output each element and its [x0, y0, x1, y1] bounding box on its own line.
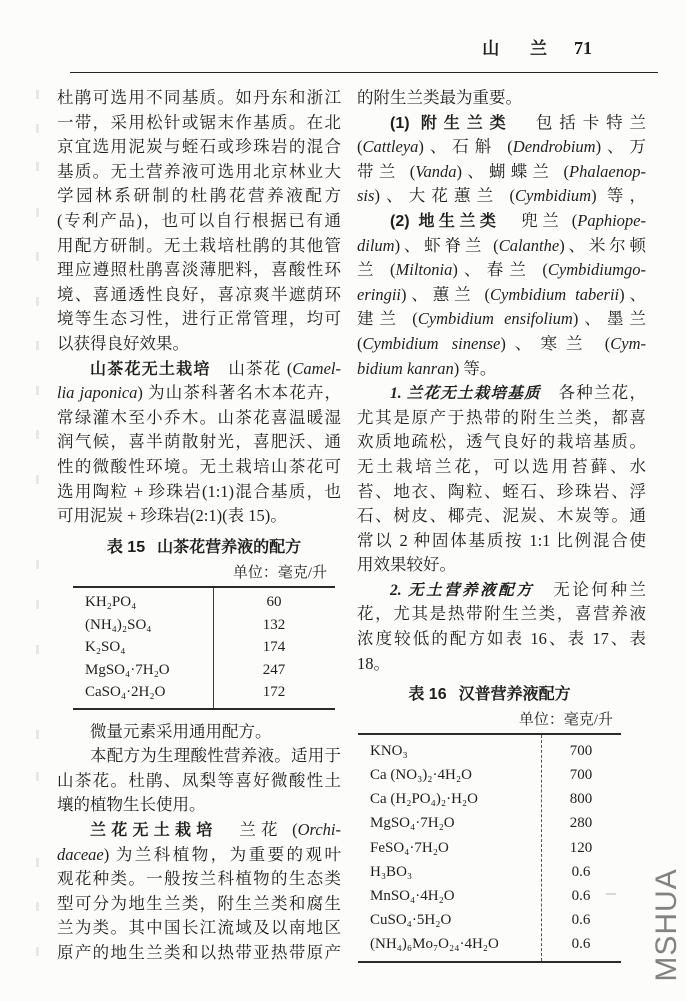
text-line: 以获得良好效果。 [57, 333, 189, 353]
substance-cell: KNO₃ [370, 742, 408, 759]
left-column [57, 86, 341, 966]
text-line: (Cymbidium sinense)、寒兰 (Cym- [357, 333, 646, 353]
table-row [358, 909, 621, 933]
value-cell: 120 [569, 839, 593, 856]
text-line: 型可分为地生兰类，附生兰类和腐生 [57, 893, 341, 913]
text-line: 原产的地生兰类和以热带亚热带原产 [57, 942, 341, 962]
section-title: 山 兰 [482, 39, 560, 58]
scan-artifact [36, 297, 39, 306]
text-line: 理应遵照杜鹃喜淡薄肥料，喜酸性环 [57, 260, 341, 280]
value-cell: 132 [262, 616, 286, 633]
text-line: 山茶花。杜鹃、凤梨等喜好微酸性土 [57, 770, 341, 790]
substance-cell: H₃BO₃ [370, 863, 413, 880]
value-cell: 247 [262, 661, 286, 678]
value-cell: 700 [569, 742, 593, 759]
table-row [358, 860, 621, 884]
scan-artifact [36, 162, 39, 171]
text-line: eringii)、蕙兰 (Cymbidium taberii)、 [357, 284, 646, 304]
value-cell: 172 [262, 683, 286, 700]
table-row [358, 812, 621, 836]
text-line: 浓度较低的配方如表 16、表 17、表 [357, 629, 646, 649]
value-cell: 700 [569, 767, 593, 784]
table-15 [73, 534, 335, 710]
text-line: 选用陶粒 + 珍珠岩(1:1)混合基质，也 [57, 481, 341, 501]
paragraph-block [57, 720, 341, 966]
text-line: 可用泥炭 + 珍珠岩(2:1)(表 15)。 [57, 506, 287, 526]
text-line: 微量元素采用通用配方。 [90, 721, 272, 741]
text-line: 基质。无土营养液可选用北京林业大 [57, 161, 341, 181]
table-row [358, 836, 621, 860]
table-row [73, 592, 335, 614]
table-16-title: 表 16 汉普营养液配方 [408, 686, 571, 704]
text-line: 建兰 (Cymbidium ensifolium)、墨兰 [357, 309, 646, 329]
table-16 [358, 681, 621, 963]
table-15-unit: 单位：毫克/升 [232, 564, 327, 581]
text-line: 兰为类。其中国长江流域及以南地区 [57, 918, 341, 938]
table-16-body [358, 733, 621, 963]
text-line: 山茶花无土栽培 山茶花 (Camel- [90, 358, 341, 378]
scan-artifact [36, 600, 39, 609]
table-row [358, 788, 621, 812]
text-line: 尤其是原产于热带的附生兰类，都喜 [357, 407, 646, 427]
text-line: 观花种类。一般按兰科植物的生态类 [57, 869, 341, 889]
text-line: sis)、大花蕙兰 (Cymbidium) 等， [357, 186, 646, 206]
page-number: 71 [574, 38, 592, 58]
substance-cell: MgSO₄·7H₂O [370, 815, 455, 832]
substance-cell: CaSO₄·2H₂O [85, 683, 166, 700]
value-cell: 60 [266, 594, 282, 611]
text-line: bidium kanran) 等。 [357, 358, 497, 378]
scan-artifact [36, 645, 39, 654]
text-line: 的附生兰类最为重要。 [357, 88, 522, 107]
paragraph-block [357, 86, 646, 676]
scan-artifact [36, 902, 39, 911]
right-column [357, 86, 646, 963]
text-line: 无土栽培兰花，可以选用苔藓、水 [357, 456, 646, 476]
table-row [358, 763, 621, 787]
substance-cell: K₂SO₄ [85, 639, 126, 656]
value-cell: 0.6 [571, 912, 591, 929]
text-line: 境等生态习性，进行正常管理，均可 [57, 309, 341, 329]
scan-artifact [36, 341, 39, 350]
page-header [482, 34, 592, 59]
table-row [358, 884, 621, 908]
substance-cell: MnSO₄·4H₂O [370, 887, 455, 904]
substance-cell: Ca (NO₃)₂·4H₂O [370, 767, 472, 784]
text-line: 1. 兰花无土栽培基质 各种兰花， [390, 383, 646, 403]
scan-artifact [36, 252, 39, 261]
text-line: 欢质地疏松，透气良好的栽培基质。 [357, 432, 646, 452]
table-row [73, 614, 335, 636]
text-line: 常以 2 种固体基质按 1:1 比例混合使 [357, 530, 646, 550]
text-line: 京宜选用泥炭与蛭石或珍珠岩的混合 [57, 137, 341, 157]
text-line: 性的微酸性环境。无土栽培山茶花可 [57, 456, 341, 476]
text-line: 本配方为生理酸性营养液。适用于 [90, 746, 341, 766]
table-16-label: 表 16 [408, 686, 447, 704]
text-line: lia japonica) 为山茶科著名木本花卉， [57, 383, 341, 403]
text-line: 2. 无土营养液配方 无论何种兰 [390, 579, 646, 599]
value-cell: 0.6 [571, 887, 591, 904]
substance-cell: Ca (H₂PO₄)₂·H₂O [370, 791, 478, 808]
scan-artifact [36, 430, 39, 439]
paragraph-block [57, 86, 341, 529]
text-line: (1) 附生兰类 包括卡特兰 [390, 112, 646, 132]
value-cell: 280 [569, 815, 593, 832]
scan-artifact [36, 475, 39, 484]
text-line: 杜鹃可选用不同基质。如丹东和浙江 [57, 88, 341, 107]
table-row [358, 933, 621, 957]
scan-artifact [36, 560, 39, 569]
scan-artifact [36, 858, 39, 867]
scan-artifact [36, 772, 39, 781]
text-line: 18。 [357, 653, 390, 673]
table-row [358, 739, 621, 763]
substance-cell: (NH₄)₆Mo₇O₂₄·4H₂O [370, 936, 499, 953]
value-cell: 0.6 [571, 936, 591, 953]
scan-artifact [36, 386, 39, 395]
scan-artifact [36, 208, 39, 217]
substance-cell: (NH₄)₂SO₄ [85, 616, 152, 633]
scan-artifact [36, 90, 39, 99]
scan-artifact [606, 893, 616, 895]
text-line: 兰 (Miltonia)、春兰 (Cymbidiumgo- [357, 260, 646, 280]
text-line: 用效果较好。 [357, 555, 456, 575]
text-line: 石、树皮、椰壳、泥炭、木炭等。通 [357, 506, 646, 526]
watermark: MSHUA [650, 868, 683, 982]
text-line: 兰花无土栽培 兰花 (Orchi- [90, 820, 341, 840]
value-cell: 800 [569, 791, 593, 808]
text-line: 花，尤其是热带附生兰类，喜营养液 [357, 604, 646, 624]
value-cell: 0.6 [571, 863, 591, 880]
text-line: 用配方研制。无土栽培杜鹃的其他管 [57, 235, 341, 255]
table-row [73, 659, 335, 681]
text-line: 壤的植物生长使用。 [57, 795, 206, 815]
substance-cell: CuSO₄·5H₂O [370, 912, 452, 929]
text-line: 苔、地衣、陶粒、蛭石、珍珠岩、浮 [357, 481, 646, 501]
value-cell: 174 [262, 639, 286, 656]
substance-cell: FeSO₄·7H₂O [370, 839, 449, 856]
text-line: (2) 地生兰类 兜兰 (Paphiope- [390, 210, 646, 230]
table-15-body [73, 586, 335, 710]
text-line: (专利产品)，也可以自行根据已有通 [57, 210, 341, 230]
substance-cell: MgSO₄·7H₂O [85, 661, 170, 678]
scan-artifact [36, 124, 39, 133]
text-line: daceae) 为兰科植物，为重要的观叶 [57, 844, 341, 864]
text-line: 常绿灌木至小乔木。山茶花喜温暖湿 [57, 407, 341, 427]
header-rule [70, 72, 658, 73]
text-line: dilum)、虾脊兰 (Calanthe)、米尔顿 [357, 235, 646, 255]
text-line: 境、喜通透性良好，喜凉爽半遮荫环 [57, 284, 341, 304]
scan-artifact [36, 730, 39, 739]
text-line: 一带，采用松针或锯末作基质。在北 [57, 112, 341, 132]
table-15-label: 表 15 [106, 538, 146, 556]
table-row [73, 636, 335, 658]
substance-cell: KH₂PO₄ [85, 594, 137, 611]
text-line: (Cattleya)、石斛 (Dendrobium)、万 [357, 137, 646, 157]
table-15-title: 表 15 山茶花营养液的配方 [106, 538, 302, 556]
table-16-unit: 单位：毫克/升 [518, 712, 613, 729]
text-line: 润气候，喜半荫散射光，喜肥沃、通 [57, 432, 341, 452]
table-row [73, 681, 335, 703]
text-line: 学园林系研制的杜鹃花营养液配方 [57, 186, 341, 206]
scan-artifact [36, 947, 39, 956]
text-line: 带兰 (Vanda)、蝴蝶兰 (Phalaenop- [357, 161, 646, 181]
